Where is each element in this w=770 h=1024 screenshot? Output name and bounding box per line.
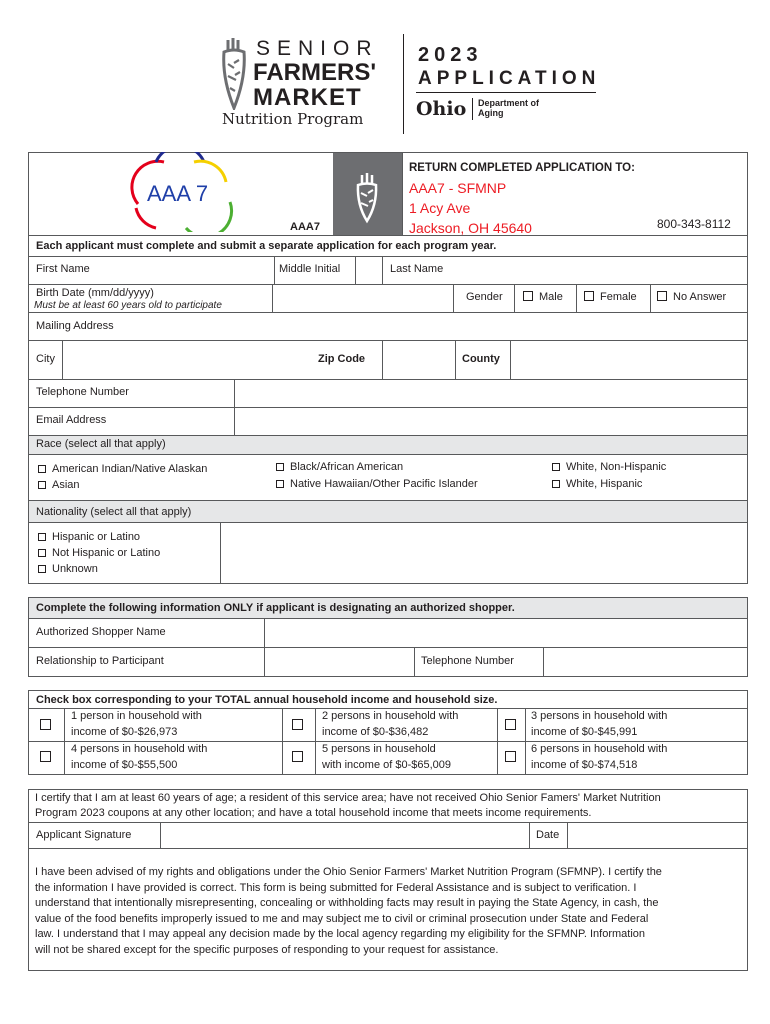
rule [28, 235, 748, 236]
checkbox-female[interactable] [584, 291, 594, 301]
rule [28, 454, 748, 455]
mailing-address-label: Mailing Address [36, 320, 114, 332]
rule [455, 340, 456, 379]
logo-farmers: FARMERS' [253, 59, 377, 86]
middle-initial-label: Middle Initial [279, 263, 341, 275]
logo-senior: SENIOR [256, 37, 379, 60]
shopper-title-only: ONLY [223, 602, 254, 614]
female-label: Female [600, 291, 637, 303]
income-checkbox-1[interactable] [40, 719, 51, 730]
rule [28, 708, 748, 709]
last-name-field[interactable] [455, 257, 747, 283]
rights-line: value of the food benefits improperly issued to me and may subject me to civil or criminal prosecution under State and Federal [35, 912, 649, 925]
checkbox[interactable] [38, 481, 46, 489]
checkbox[interactable] [552, 463, 560, 471]
rule [650, 284, 651, 312]
option-label: American Indian/Native Alaskan [52, 463, 208, 475]
income-title: Check box corresponding to your TOTAL annual household income and household size. [36, 694, 498, 706]
option-label: Asian [52, 479, 80, 491]
shopper-name-field[interactable] [265, 619, 747, 646]
checkbox-male[interactable] [523, 291, 533, 301]
gender-male[interactable] [523, 291, 563, 304]
birth-date-field[interactable] [273, 285, 453, 311]
return-label: RETURN COMPLETED APPLICATION TO: [409, 162, 635, 174]
telephone-label: Telephone Number [36, 386, 129, 398]
city-field[interactable] [63, 341, 313, 378]
gender-no-answer[interactable] [657, 291, 726, 304]
male-label: Male [539, 291, 563, 303]
race-title: Race (select all that apply) [36, 438, 166, 450]
carrot-badge [333, 153, 402, 235]
email-field[interactable] [235, 408, 747, 434]
income-checkbox-6[interactable] [505, 751, 516, 762]
rule [28, 741, 748, 742]
race-option-white-hispanic[interactable] [552, 478, 642, 491]
option-label: Hispanic or Latino [52, 531, 141, 543]
gender-label: Gender [466, 291, 503, 303]
county-label: County [462, 353, 500, 365]
shopper-title-post: if applicant is designating an authorized shopper. [253, 602, 515, 614]
agency-phone: 800-343-8112 [657, 217, 731, 231]
rule [453, 284, 454, 312]
income-checkbox-3[interactable] [505, 719, 516, 730]
rule [529, 822, 530, 848]
income-4-line1: 4 persons in household with [71, 743, 208, 755]
rights-line: law. I understand that I may appeal any decision made by the local agency regarding my eligibility for the SFMNP. Information [35, 928, 646, 940]
checkbox[interactable] [38, 465, 46, 473]
option-label: Black/African American [290, 461, 404, 473]
birth-date-label: Birth Date (mm/dd/yyyy) [36, 287, 154, 299]
rule [514, 284, 515, 312]
first-name-field[interactable] [100, 257, 274, 283]
shopper-title [36, 602, 515, 615]
race-option-american-indian[interactable] [38, 463, 207, 476]
signature-label: Applicant Signature [36, 829, 132, 841]
income-3-line1: 3 persons in household with [531, 710, 668, 722]
income-6-line1: 6 persons in household with [531, 743, 668, 755]
option-label: White, Hispanic [566, 478, 643, 490]
income-1-line2: income of $0-$26,973 [71, 726, 178, 738]
county-field[interactable] [511, 341, 747, 378]
dept-line2: Aging [478, 108, 504, 118]
income-4-line2: income of $0-$55,500 [71, 759, 178, 771]
checkbox[interactable] [276, 480, 284, 488]
income-checkbox-2[interactable] [292, 719, 303, 730]
date-label: Date [536, 829, 560, 841]
nationality-notes-area[interactable] [221, 523, 747, 583]
nationality-option-hispanic[interactable] [38, 531, 140, 544]
rights-line: the information I have provided is correct. This form is being submitted for Federal Assistance and is subject to verification. I [35, 881, 637, 894]
ohio-divider [472, 98, 473, 120]
shopper-telephone-label: Telephone Number [421, 655, 514, 667]
option-label: White, Non-Hispanic [566, 461, 667, 473]
option-label: Not Hispanic or Latino [52, 547, 161, 559]
dept-line1: Department of [478, 98, 540, 108]
rights-line: I have been advised of my rights and obligations under the Ohio Senior Farmers' Market Nutrition Program (SFMNP). I certify the [35, 866, 662, 878]
title-underline [416, 92, 596, 93]
race-option-white-non-hispanic[interactable] [552, 461, 666, 474]
checkbox[interactable] [552, 480, 560, 488]
race-option-hawaiian[interactable] [276, 478, 478, 491]
rule [274, 256, 275, 284]
nationality-option-unknown[interactable] [38, 563, 98, 576]
option-label: Native Hawaiian/Other Pacific Islander [290, 478, 478, 490]
relationship-field[interactable] [265, 648, 413, 676]
gender-female[interactable] [584, 291, 637, 304]
checkbox[interactable] [38, 565, 46, 573]
rule [382, 256, 383, 284]
income-2-line1: 2 persons in household with [322, 710, 459, 722]
income-5-line2: with income of $0-$65,009 [322, 759, 452, 771]
logo-market: MARKET [253, 84, 362, 111]
form-year: 2023 [418, 44, 483, 66]
income-checkbox-5[interactable] [292, 751, 303, 762]
checkbox[interactable] [276, 463, 284, 471]
certify-line2: Program 2023 coupons at any other location; and have a total household income that meets income requirements. [35, 807, 592, 819]
income-3-line2: income of $0-$45,991 [531, 726, 638, 738]
income-6-line2: income of $0-$74,518 [531, 759, 638, 771]
checkbox[interactable] [38, 549, 46, 557]
middle-initial-field[interactable] [356, 257, 381, 283]
relationship-label: Relationship to Participant [36, 655, 164, 667]
checkbox[interactable] [38, 533, 46, 541]
ohio-logo: Ohio [416, 98, 467, 120]
date-field[interactable] [568, 823, 747, 847]
zip-label: Zip Code [318, 353, 366, 365]
logo-nutrition-program: Nutrition Program [222, 110, 364, 128]
race-option-asian[interactable] [38, 479, 80, 492]
income-1-line1: 1 person in household with [71, 710, 202, 722]
certify-line1: I certify that I am at least 60 years of age; a resident of this service area; have not received Ohio Senior Famers' Market Nutrition [35, 792, 661, 804]
income-2-line2: income of $0-$36,482 [322, 726, 429, 738]
telephone-field[interactable] [235, 380, 747, 406]
shopper-telephone-field[interactable] [544, 648, 747, 676]
mailing-address-field[interactable] [130, 313, 747, 339]
header-divider [403, 34, 404, 134]
rule [28, 848, 748, 849]
checkbox-no-answer[interactable] [657, 291, 667, 301]
aaa7-logo-text: AAA 7 [147, 181, 209, 206]
option-label: Unknown [52, 563, 98, 575]
signature-field[interactable] [161, 823, 528, 847]
agency-divider [402, 152, 403, 235]
no-answer-label: No Answer [673, 291, 727, 303]
agency-name: AAA7 [290, 221, 320, 233]
shopper-title-pre: Complete the following information [36, 602, 224, 614]
shopper-name-label: Authorized Shopper Name [36, 626, 166, 638]
form-title: APPLICATION [418, 68, 601, 89]
rights-paragraph [35, 865, 745, 958]
email-label: Email Address [36, 414, 107, 426]
city-label: City [36, 353, 55, 365]
return-address-3: Jackson, OH 45640 [409, 220, 532, 236]
first-name-label: First Name [36, 263, 90, 275]
rights-line: will not be shared except for the specific purposes of responding to your request for assistance. [35, 943, 499, 956]
return-address-2: 1 Acy Ave [409, 200, 471, 216]
return-address-1: AAA7 - SFMNP [409, 180, 507, 196]
rule [414, 647, 415, 677]
race-option-black[interactable] [276, 461, 403, 474]
zip-field[interactable] [383, 341, 455, 378]
income-5-line1: 5 persons in household [322, 743, 436, 755]
birth-date-note: Must be at least 60 years old to participate [34, 300, 222, 311]
applicant-note: Each applicant must complete and submit a separate application for each program year. [36, 240, 497, 252]
nationality-title: Nationality (select all that apply) [36, 506, 192, 518]
last-name-label: Last Name [390, 263, 444, 275]
rule [576, 284, 577, 312]
rights-line: understand that intentionally misrepresenting, concealing or withholding facts may result in paying the State Agency, in cash, the [35, 897, 659, 909]
income-checkbox-4[interactable] [40, 751, 51, 762]
nationality-option-not-hispanic[interactable] [38, 547, 160, 560]
carrot-icon [220, 38, 248, 110]
